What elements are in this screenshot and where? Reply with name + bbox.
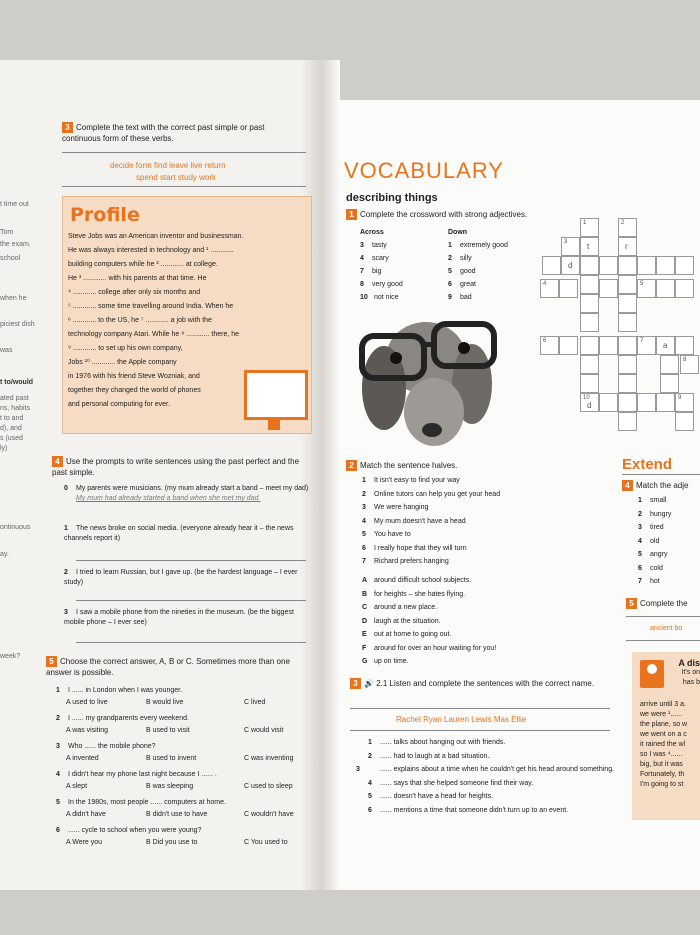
ex4-item-0: 0 My parents were musicians. (my mum already start a band – meet my dad) My mum had already started a band when she met my dad.: [64, 485, 309, 502]
ex2-instruction: 2 Match the sentence halves.: [346, 460, 457, 471]
profile-title: Profile: [70, 204, 140, 226]
ex1-number: 1: [346, 209, 357, 220]
option-a[interactable]: A Were you: [66, 839, 103, 846]
margin-text: d), and: [0, 425, 22, 432]
margin-text: ontinuous: [0, 524, 31, 531]
crossword-cell[interactable]: [618, 412, 637, 431]
ex4-item-1: 1 The news broke on social media. (everyone already hear it – the news channels report it): [64, 525, 294, 542]
option-b[interactable]: B was sleeping: [146, 783, 194, 790]
margin-text: t to/would: [0, 379, 34, 386]
crossword-cell[interactable]: [675, 279, 694, 298]
crossword-cell[interactable]: 6: [540, 336, 559, 355]
crossword-cell[interactable]: 1: [580, 218, 599, 237]
option-b[interactable]: B used to visit: [146, 727, 190, 734]
ex3-listening-instruction: 3 🔊 2.1 Listen and complete the sentences with the correct name.: [350, 678, 610, 689]
ex5-instruction: 5 Choose the correct answer, A, B or C. Sometimes more than one answer is possible.: [46, 657, 290, 677]
option-b[interactable]: B would live: [146, 699, 184, 706]
crossword-cell[interactable]: [618, 355, 637, 374]
option-a[interactable]: A was visiting: [66, 727, 109, 734]
question-2: 2 I ...... my grandparents every weekend.: [56, 715, 190, 722]
dog-with-glasses-image: [354, 306, 504, 452]
margin-text: the exam.: [0, 241, 31, 248]
crossword-cell[interactable]: [580, 355, 599, 374]
option-a[interactable]: A used to live: [66, 699, 108, 706]
names-box: Rachel Ryan Lauren Lewis Max Ellie: [396, 715, 527, 724]
ex4-item-3: 3 I saw a mobile phone from the nineties in the museum. (be the biggest mobile phone – I ever see): [64, 609, 294, 626]
ex5-items: [56, 686, 306, 854]
word-box-line: decide form find leave live return: [110, 161, 226, 170]
crossword-cell[interactable]: [618, 313, 637, 332]
crossword-cell[interactable]: [656, 279, 675, 298]
crossword-cell[interactable]: [660, 374, 679, 393]
story-text: A dis It's on has b: [678, 658, 700, 686]
crossword-cell[interactable]: 8: [680, 355, 699, 374]
ex3-listening-number: 3: [350, 678, 361, 689]
answer-line[interactable]: [76, 560, 306, 561]
computer-stand-icon: [268, 420, 280, 430]
divider: [626, 640, 700, 641]
clues-across: Across 3 tasty 4 scary 7 big 8 very good 10 not nice: [360, 229, 403, 301]
option-b[interactable]: B didn't use to have: [146, 811, 208, 818]
crossword-cell[interactable]: 9: [675, 393, 694, 412]
question-3: 3 Who ...... the mobile phone?: [56, 743, 156, 750]
crossword-cell[interactable]: [580, 256, 599, 275]
crossword-cell[interactable]: [637, 256, 656, 275]
margin-text: t to and: [0, 415, 24, 422]
story-text-body: arrive until 3 a. we were ¹...... the plane, so w we went on a c it rained the wl so I was ⁴...... big, but it was Fortunately, th I'm going to st: [640, 701, 688, 788]
crossword-cell[interactable]: [656, 393, 675, 412]
option-a[interactable]: A slept: [66, 783, 88, 790]
crossword-cell[interactable]: [599, 336, 618, 355]
option-c[interactable]: C would visit: [244, 727, 284, 734]
crossword-cell[interactable]: [599, 256, 618, 275]
crossword-cell[interactable]: [675, 256, 694, 275]
ex2-number: 2: [346, 460, 357, 471]
crossword-cell[interactable]: [542, 256, 561, 275]
margin-text: week?: [0, 653, 21, 660]
extend-ex5-instruction: 5 Complete the: [626, 598, 700, 609]
crossword-cell[interactable]: 2: [618, 218, 637, 237]
margin-text: ay.: [0, 551, 9, 558]
divider: [62, 186, 306, 187]
ex4-number: 4: [52, 456, 63, 467]
answer-line[interactable]: [76, 600, 306, 601]
crossword-cell[interactable]: [637, 393, 656, 412]
example-answer: My mum had already started a band when she met my dad.: [76, 495, 261, 502]
crossword-grid[interactable]: [540, 218, 700, 458]
ex4-item-2: 2 I tried to learn Russian, but I gave up. (be the hardest language – I ever study): [64, 569, 298, 586]
crossword-cell[interactable]: [660, 355, 679, 374]
divider: [350, 730, 610, 731]
ex3-number: 3: [62, 122, 73, 133]
option-c[interactable]: C was inventing: [244, 755, 294, 762]
question-6: 6 ...... cycle to school when you were young?: [56, 827, 202, 834]
margin-text: s (used: [0, 435, 23, 442]
crossword-cell[interactable]: [580, 313, 599, 332]
crossword-cell[interactable]: [618, 336, 637, 355]
divider: [626, 616, 700, 617]
extend-adjectives: 1 small 2 hungry 3 tired 4 old 5 angry 6 cold 7 hot: [638, 497, 672, 585]
extend-ex4-instruction: 4 Match the adje: [622, 480, 700, 491]
question-1: 1 I ...... in London when I was younger.: [56, 687, 183, 694]
crossword-cell[interactable]: [580, 275, 599, 294]
crossword-cell[interactable]: [580, 374, 599, 393]
audio-icon[interactable]: 🔊: [364, 679, 377, 688]
crossword-cell[interactable]: 7: [637, 336, 656, 355]
ex5-number: 5: [46, 656, 57, 667]
profile-text: Steve Jobs was an American inventor and businessman. He was always interested in technology and ¹ ............ building computers while he ² ............ at college. He ³ ............ with his parents at that time. He ⁴ ............ college after only six months and ⁵ ............ some time travelling around India. When he ⁶ ............ to the US, he ⁷ ............ a job with the technology company Atari. While he ⁸ ............ there, he ⁹ ............ to set up his own company, Jobs ¹⁰ ............ the Apple company in 1976 with his friend Steve Wozniak, and together they changed the world of phones and personal computing for ever.: [68, 233, 244, 408]
crossword-cell[interactable]: [580, 336, 599, 355]
crossword-cell[interactable]: [618, 294, 637, 313]
ex2-right-halves: A around difficult school subjects. B for heights – she hates flying. C around a new place. D laugh at the situation. E out at home to going out. F around for over an hour waiting for you! G up on time.: [362, 577, 497, 665]
question-5: 5 In the 1980s, most people ...... computers at home.: [56, 799, 226, 806]
crossword-cell[interactable]: r: [618, 237, 637, 256]
answer-line[interactable]: [76, 642, 306, 643]
extend-heading: Extend: [622, 456, 673, 473]
crossword-cell[interactable]: [599, 393, 618, 412]
clues-down: Down 1 extremely good 2 silly 5 good 6 great 9 bad: [448, 229, 508, 301]
crossword-cell[interactable]: t: [580, 237, 599, 256]
crossword-cell[interactable]: [618, 393, 637, 412]
crossword-cell[interactable]: 3: [561, 237, 580, 256]
crossword-cell[interactable]: [599, 279, 618, 298]
extend-word-box: ancient bo: [650, 625, 683, 632]
option-c[interactable]: C wouldn't have: [244, 811, 294, 818]
margin-text: ns, habits: [0, 405, 30, 412]
crossword-cell[interactable]: [656, 256, 675, 275]
divider: [62, 152, 306, 153]
option-c[interactable]: C used to sleep: [244, 783, 293, 790]
option-b[interactable]: B used to invent: [146, 755, 197, 762]
crossword-cell[interactable]: [675, 336, 694, 355]
margin-text: ly): [0, 445, 8, 452]
divider: [622, 474, 700, 475]
option-b[interactable]: B Did you use to: [146, 839, 198, 846]
option-a[interactable]: A invented: [66, 755, 99, 762]
crossword-cell[interactable]: 5: [637, 279, 656, 298]
ex3-instruction: 3 Complete the text with the correct past simple or past continuous form of these verbs.: [62, 123, 265, 143]
question-4: 4 I didn't hear my phone last night because I ...... .: [56, 771, 217, 778]
ex1-instruction: 1 Complete the crossword with strong adjectives.: [346, 209, 527, 220]
crossword-cell[interactable]: [618, 374, 637, 393]
vocabulary-heading: VOCABULARY: [344, 158, 504, 183]
margin-text: was: [0, 347, 13, 354]
option-c[interactable]: C You used to: [244, 839, 288, 846]
margin-text: ated past: [0, 395, 29, 402]
divider: [350, 708, 610, 709]
crossword-cell[interactable]: [675, 412, 694, 431]
word-box-line: spend start study work: [136, 173, 217, 182]
ex4-instruction: 4 Use the prompts to write sentences using the past perfect and the past simple.: [52, 457, 300, 477]
crossword-cell[interactable]: 10 d: [580, 393, 599, 412]
crossword-cell[interactable]: [618, 256, 637, 275]
crossword-cell[interactable]: [559, 336, 578, 355]
option-c[interactable]: C lived: [244, 699, 266, 706]
crossword-cell[interactable]: d: [561, 256, 580, 275]
ex3-listening-items: 1 ...... talks about hanging out with friends. 2 ...... had to laugh at a bad situation. 3 ...... explains about a time when he couldn't get his head around something. 4 ...... says that she helped someone find their way. 5 ...... doesn't have a head for heights. 6 ...... mentions a time that someone didn't turn up to an event.: [356, 739, 615, 814]
margin-text: piciest dish: [0, 321, 35, 328]
margin-text: Tom: [0, 229, 14, 236]
crossword-cell[interactable]: 4: [540, 279, 559, 298]
margin-text: t time out: [0, 201, 29, 208]
option-a[interactable]: A didn't have: [66, 811, 106, 818]
crossword-cell[interactable]: [580, 294, 599, 313]
crossword-cell[interactable]: [618, 275, 637, 294]
computer-monitor-icon: [244, 370, 308, 420]
vocabulary-subheading: describing things: [346, 192, 438, 204]
margin-text: when he: [0, 295, 27, 302]
margin-text: school: [0, 255, 21, 262]
crossword-cell[interactable]: [559, 279, 578, 298]
ex2-left-halves: 1 It isn't easy to find your way 2 Online tutors can help you get your head 3 We were hanging 4 My mum doesn't have a head 5 You have to 6 I really hope that they will turn 7 Richard prefers hanging: [362, 477, 501, 565]
crossword-cell[interactable]: a: [656, 336, 675, 355]
